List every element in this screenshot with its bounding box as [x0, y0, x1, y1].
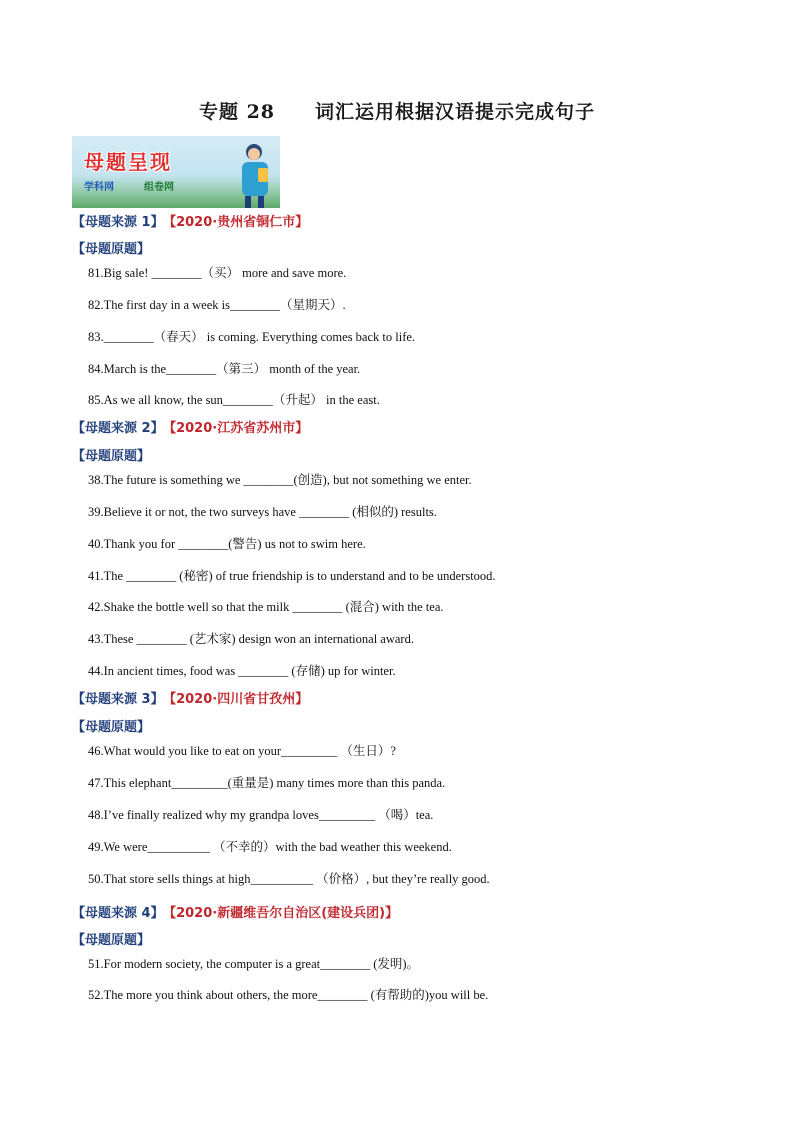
question-39: 39.Believe it or not, the two surveys have ________ (相似的) results. — [88, 505, 437, 519]
question-82: 82.The first day in a week is________（星期天）. — [88, 298, 346, 312]
question-42: 42.Shake the bottle well so that the milk ________ (混合) with the tea. — [88, 600, 444, 614]
question-50: 50.That store sells things at high__________ （价格）, but they’re really good. — [88, 872, 490, 886]
section-source: 【母题来源 2】 — [72, 421, 164, 436]
question-46: 46.What would you like to eat on your_________ （生日）? — [88, 744, 396, 758]
section-year: 【2020·四川省甘孜州】 — [169, 692, 309, 707]
banner-logo-zujuan: 组卷网 — [144, 182, 174, 193]
question-51: 51.For modern society, the computer is a great________ (发明)。 — [88, 957, 420, 971]
section-2-subhead: 【母题原题】 — [72, 449, 151, 464]
question-49: 49.We were__________ （不幸的）with the bad weather this weekend. — [88, 840, 452, 854]
section-3-header — [72, 688, 308, 707]
banner-image — [72, 136, 280, 208]
section-1-subhead: 【母题原题】 — [72, 242, 151, 257]
section-year: 【2020·贵州省铜仁市】 — [169, 215, 309, 230]
question-41: 41.The ________ (秘密) of true friendship is to understand and to be understood. — [88, 569, 496, 583]
page-title — [0, 97, 794, 124]
question-48: 48.I’ve finally realized why my grandpa loves_________ （喝）tea. — [88, 808, 434, 822]
section-source: 【母题来源 1】 — [72, 215, 164, 230]
section-4-header — [72, 902, 398, 921]
banner-heading: 母题呈现 — [84, 150, 172, 174]
teacher-illustration-icon — [232, 140, 272, 208]
section-source: 【母题来源 4】 — [72, 906, 164, 921]
title-topic-name: 词汇运用根据汉语提示完成句子 — [315, 101, 596, 123]
banner-logo-xueke: 学科网 — [84, 182, 114, 193]
section-year: 【2020·新疆维吾尔自治区(建设兵团)】 — [169, 906, 399, 921]
question-44: 44.In ancient times, food was ________ (存储) up for winter. — [88, 664, 396, 678]
question-40: 40.Thank you for ________(警告) us not to swim here. — [88, 537, 366, 551]
section-year: 【2020·江苏省苏州市】 — [169, 421, 309, 436]
section-3-subhead: 【母题原题】 — [72, 720, 151, 735]
title-topic-number: 专题 28 — [198, 101, 276, 123]
question-52: 52.The more you think about others, the more________ (有帮助的)you will be. — [88, 988, 489, 1002]
section-2-header — [72, 417, 308, 436]
question-38: 38.The future is something we ________(创造), but not something we enter. — [88, 473, 472, 487]
section-source: 【母题来源 3】 — [72, 692, 164, 707]
question-43: 43.These ________ (艺术家) design won an international award. — [88, 632, 414, 646]
question-81: 81.Big sale! ________（买） more and save more. — [88, 266, 347, 280]
question-83: 83.________（春天） is coming. Everything comes back to life. — [88, 330, 416, 344]
question-85: 85.As we all know, the sun________（升起） in the east. — [88, 393, 380, 407]
section-1-header — [72, 211, 308, 230]
section-4-subhead: 【母题原题】 — [72, 933, 151, 948]
question-47: 47.This elephant_________(重量是) many times more than this panda. — [88, 776, 446, 790]
question-84: 84.March is the________（第三） month of the year. — [88, 362, 361, 376]
